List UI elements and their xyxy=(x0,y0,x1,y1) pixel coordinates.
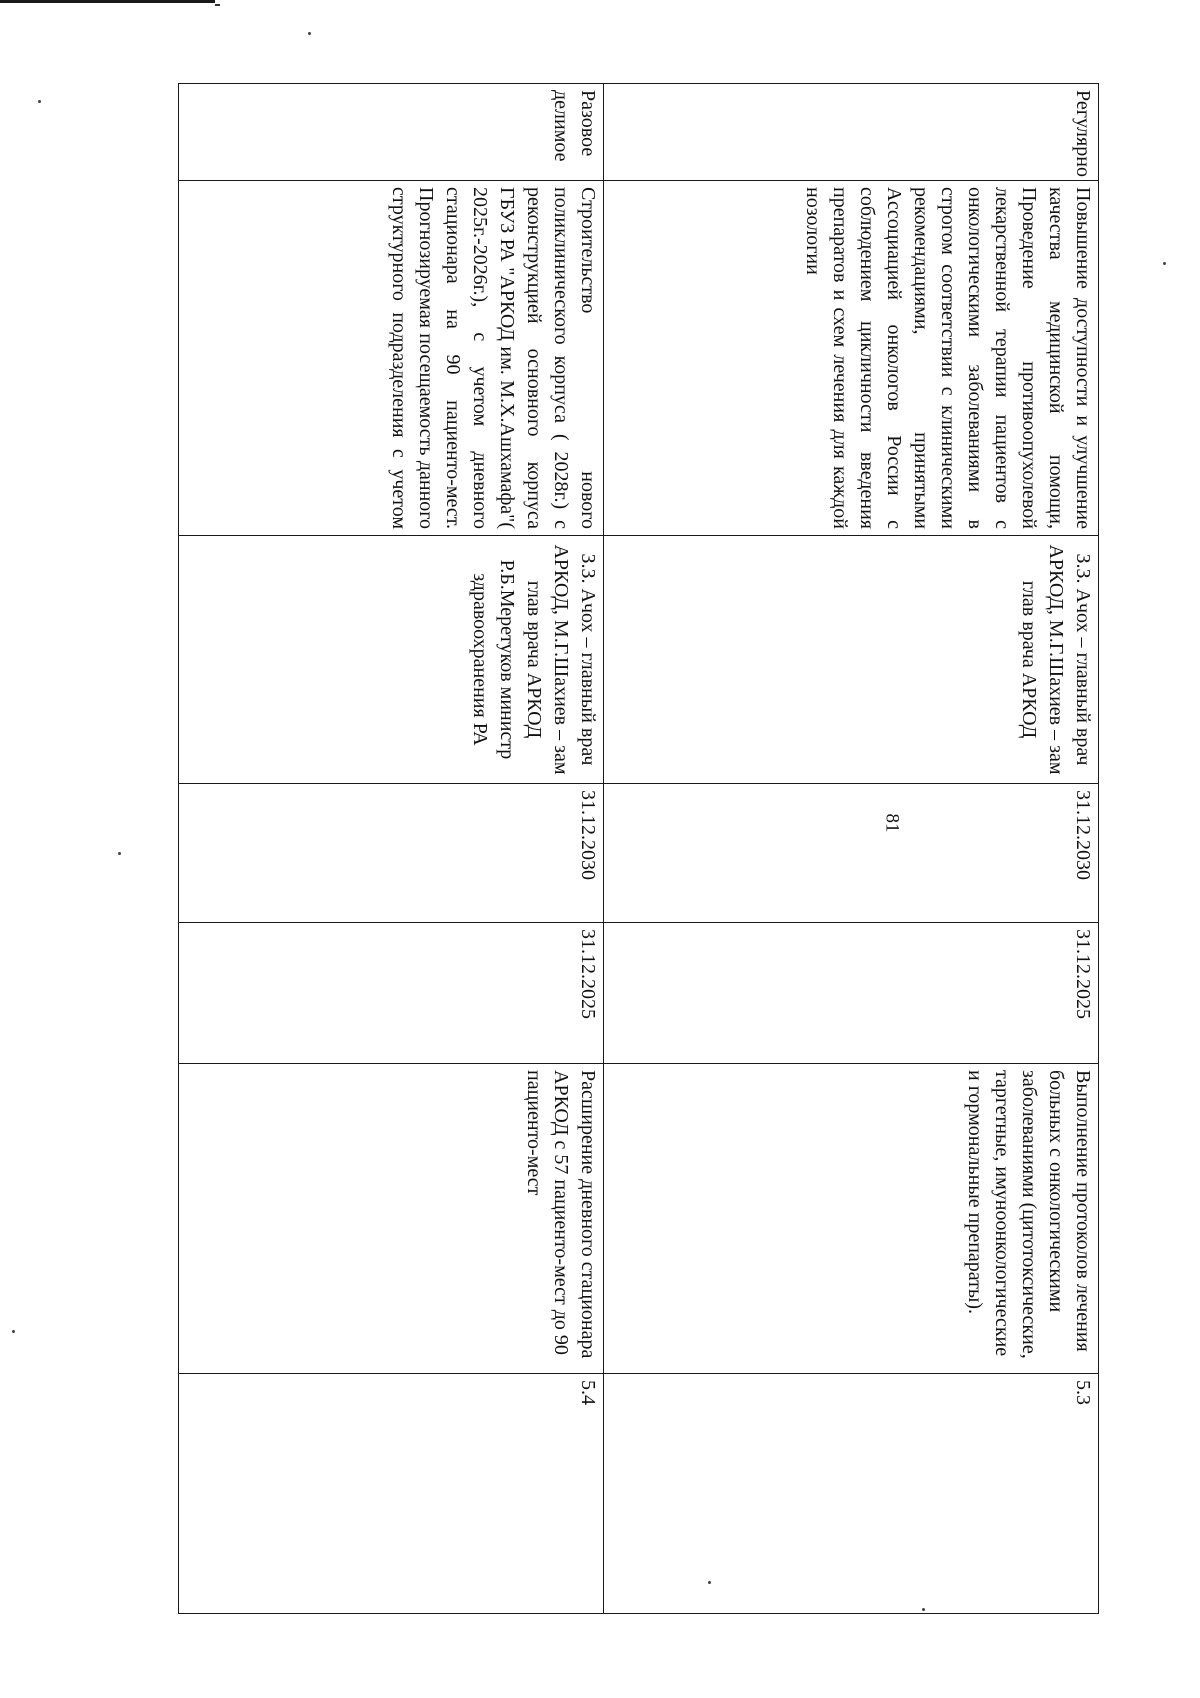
scan-speck xyxy=(38,100,41,103)
description-text: Строительство нового поликлинического корпуса ( 2028г.) с реконструкцией основного корпуса ГБУЗ РА "АРКОД им. М.Х.Ашхамафа"( 2025г.-2026г.), с учетом дневного стационара на 90 пациенто-мест. Прогнозируемая посещаемость данного структурного подразделения с учетом xyxy=(388,187,599,529)
activity-name-cell xyxy=(179,1064,604,1374)
row-number-cell xyxy=(604,1374,1099,1614)
start-date-cell xyxy=(604,923,1099,1064)
start-date-text: 31.12.2025 xyxy=(577,929,599,1019)
activity-name-cell xyxy=(604,1064,1099,1374)
activities-table xyxy=(178,83,1099,1614)
description-cell xyxy=(604,181,1099,536)
scan-speck xyxy=(308,32,311,35)
scan-speck xyxy=(12,1330,15,1333)
end-date-text: 31.12.2030 xyxy=(577,790,599,880)
row-number-cell xyxy=(179,1374,604,1614)
responsible-text: З.З. Ачох – главный врач АРКОД, М.Г.Шахиев – зам глав врача АРКОД xyxy=(1018,544,1094,775)
description-cell xyxy=(179,181,604,536)
end-date-text: 31.12.2030 xyxy=(1072,790,1094,880)
table-row xyxy=(179,84,604,1614)
status-cell xyxy=(604,84,1099,181)
table-row xyxy=(604,84,1099,1614)
status-text: Регулярно xyxy=(1072,90,1094,177)
row-number-text: 5.3 xyxy=(1072,1380,1094,1405)
status-cell xyxy=(179,84,604,181)
scan-speck xyxy=(118,852,121,855)
end-date-cell xyxy=(179,784,604,923)
activity-name-text: Расширение дневного стационара АРКОД с 57 пациенто-мест до 90 пациенто-мест xyxy=(523,1070,599,1359)
scan-artifact-rule xyxy=(0,0,215,3)
start-date-text: 31.12.2025 xyxy=(1072,929,1094,1019)
responsible-cell xyxy=(604,536,1099,784)
page-number: 81 xyxy=(881,813,903,833)
start-date-cell xyxy=(179,923,604,1064)
description-text: Повышение доступности и улучшение качества медицинской помощи, Проведение противоопухолевой лекарственной терапии пациентов с онкологическими заболеваниями в строгом соответствии с клиническими рекомендациями, принятыми Ассоциацией онкологов России с соблюдением цикличности введения препаратов и схем лечения для каждой нозологии xyxy=(802,187,1094,529)
scan-speck xyxy=(1163,262,1166,265)
scan-artifact-rule-tail xyxy=(215,4,220,6)
responsible-cell xyxy=(179,536,604,784)
rotated-page xyxy=(179,83,1099,1613)
responsible-text: З.З. Ачох – главный врач АРКОД, М.Г.Шахиев – зам глав врача АРКОД Р.Б.Меретуков министр здравоохранения РА xyxy=(469,544,599,775)
row-number-text: 5.4 xyxy=(577,1380,599,1405)
activity-name-text: Выполнение протоколов лечения больных с онкологическими заболеваниями (цитотоксические, таргетные, имуноонкологические и гормональные препараты). xyxy=(964,1070,1094,1359)
end-date-cell xyxy=(604,784,1099,923)
status-text: Разовое делимое xyxy=(550,90,599,162)
